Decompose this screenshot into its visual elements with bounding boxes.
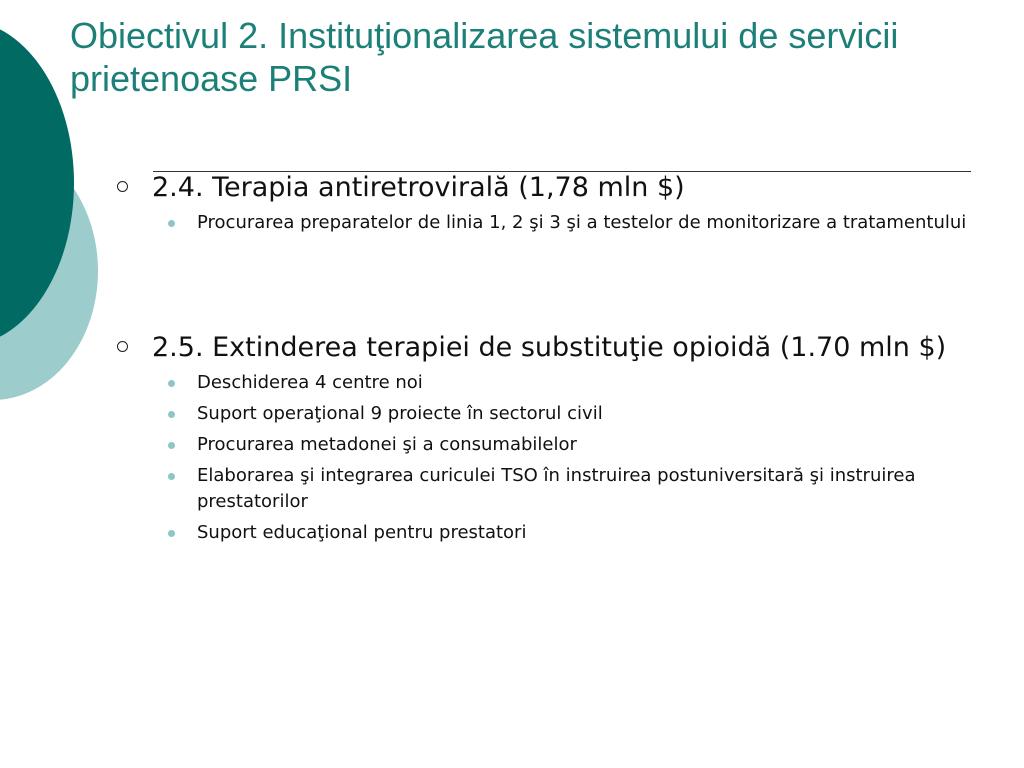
- sub-bullet-item: [112, 463, 972, 515]
- dot-bullet-icon: [168, 380, 175, 387]
- dot-bullet-icon: [168, 530, 175, 537]
- sub-bullet-item: [112, 520, 972, 546]
- sub-bullet-text: Suport educaţional pentru prestatori: [197, 522, 527, 543]
- dot-bullet-icon: [168, 220, 175, 227]
- dot-bullet-icon: [168, 442, 175, 449]
- bullet-item-2-4: [112, 169, 972, 241]
- sub-bullet-text: Suport operaţional 9 proiecte în sectorul civil: [197, 403, 603, 424]
- sub-bullet-item: [112, 370, 972, 396]
- sub-bullet-item: [112, 401, 972, 427]
- ring-bullet-icon: [117, 181, 128, 192]
- sub-bullet-item: [112, 432, 972, 458]
- bullet-heading: [112, 329, 972, 366]
- bullet-heading: [112, 169, 972, 206]
- sub-bullet-list: [112, 210, 972, 236]
- sub-bullet-text: Elaborarea şi integrarea curiculei TSO în instruirea postuniversitară şi instruirea prestatorilor: [197, 465, 916, 512]
- dot-bullet-icon: [168, 411, 175, 418]
- sub-bullet-text: Procurarea metadonei şi a consumabilelor: [197, 434, 577, 455]
- bullet-heading-text: 2.5. Extinderea terapiei de substituţie opioidă (1.70 mln $): [152, 332, 947, 363]
- sub-bullet-text: Deschiderea 4 centre noi: [197, 372, 423, 393]
- slide-title: Obiectivul 2. Instituţionalizarea sistemului de servicii prietenoase PRSI: [70, 15, 899, 99]
- bullet-heading-text: 2.4. Terapia antiretrovirală (1,78 mln $): [152, 172, 685, 203]
- sub-bullet-list: [112, 370, 972, 546]
- dot-bullet-icon: [168, 473, 175, 480]
- sub-bullet-item: [112, 210, 972, 236]
- ring-bullet-icon: [117, 341, 128, 352]
- bullet-item-2-5: [112, 329, 972, 551]
- sub-bullet-text: Procurarea preparatelor de linia 1, 2 şi 3 şi a testelor de monitorizare a tratamentului: [197, 212, 967, 233]
